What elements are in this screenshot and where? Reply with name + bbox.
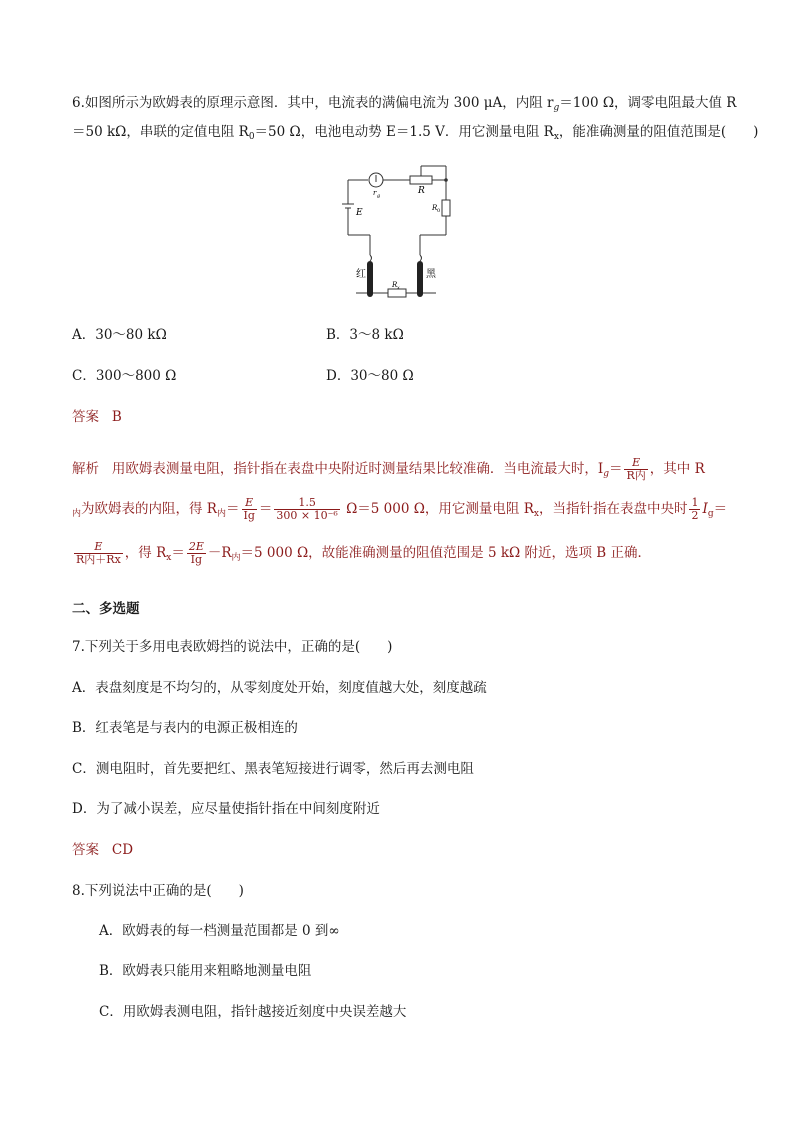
label-R0: R [432, 204, 438, 212]
label-rg: r [373, 189, 377, 197]
q6-stem-line1: 6.如图所示为欧姆表的原理示意图．其中，电流表的满偏电流为 300 μA，内阻 $r_g=100$ Ω，调零电阻最大值 R [72, 95, 737, 113]
q6-stem-line2: ＝50 kΩ，串联的定值电阻 $R_0=50$ Ω，电池电动势 E＝1.5 V．用它测量电阻 $R_x$，能准确测量的阻值范围是( ) [72, 124, 759, 142]
label-Rx: R [392, 281, 398, 289]
q8-option-a: A．欧姆表的每一档测量范围都是 0 到∞ [99, 923, 340, 939]
q6-option-b: B．3～8 kΩ [326, 327, 404, 343]
q8-option-b: B．欧姆表只能用来粗略地测量电阻 [99, 963, 312, 979]
q6-option-a: A．30～80 kΩ [72, 327, 167, 343]
ohmmeter-circuit-diagram [340, 160, 465, 300]
q7-option-a: A．表盘刻度是不均匀的，从零刻度处开始，刻度值越大处，刻度越疏 [72, 680, 487, 696]
q7-option-d: D．为了减小误差，应尽量使指针指在中间刻度附近 [72, 801, 380, 817]
q7-stem: 7.下列关于多用电表欧姆挡的说法中，正确的是( ) [72, 639, 393, 655]
label-E: E [356, 208, 363, 218]
q6-analysis-line1: 解析 用欧姆表测量电阻，指针指在表盘中央附近时测量结果比较准确．当电流最大时，$I_g=$ $\frac{E}{\text{R内}}$ ，其中 R [72, 456, 705, 482]
label-red: 红 [356, 269, 366, 280]
q7-answer: 答案 CD [72, 842, 134, 858]
svg-text:g: g [377, 193, 381, 199]
q8-option-c: C．用欧姆表测电阻，指针越接近刻度中央误差越大 [99, 1004, 407, 1020]
svg-text:0: 0 [437, 208, 441, 214]
label-R: R [418, 186, 425, 196]
q7-option-b: B．红表笔是与表内的电源正极相连的 [72, 720, 298, 736]
q6-option-c: C．300～800 Ω [72, 368, 177, 384]
svg-text:x: x [397, 285, 400, 291]
label-black: 黑 [426, 269, 436, 280]
q6-analysis-line2: $_内$为欧姆表的内阻，得 $R_内=$ $\frac{E}{Ig}$ ＝ $\frac{1.5}{\text{300 × 10⁻⁶}}$ Ω＝5 000 Ω，用它测量电阻 $R_x$，当指针指在表盘中央时 $\frac{1}{2}$ $I_g=$ [72, 496, 728, 522]
q7-option-c: C．测电阻时，首先要把红、黑表笔短接进行调零，然后再去测电阻 [72, 761, 474, 777]
q6-option-d: D．30～80 Ω [326, 368, 414, 384]
q6-analysis-line3: $\frac{E}{\text{R内＋Rx}}$ ，得 $R_x=$ $\frac{2E}{Ig}$ $-R_内=5$ 000 Ω，故能准确测量的阻值范围是 5 kΩ 附近，选项 B 正确． [76, 540, 652, 566]
q8-stem: 8.下列说法中正确的是( ) [72, 883, 244, 899]
section-title: 二、多选题 [72, 601, 140, 617]
q6-answer: 答案 B [72, 409, 122, 425]
